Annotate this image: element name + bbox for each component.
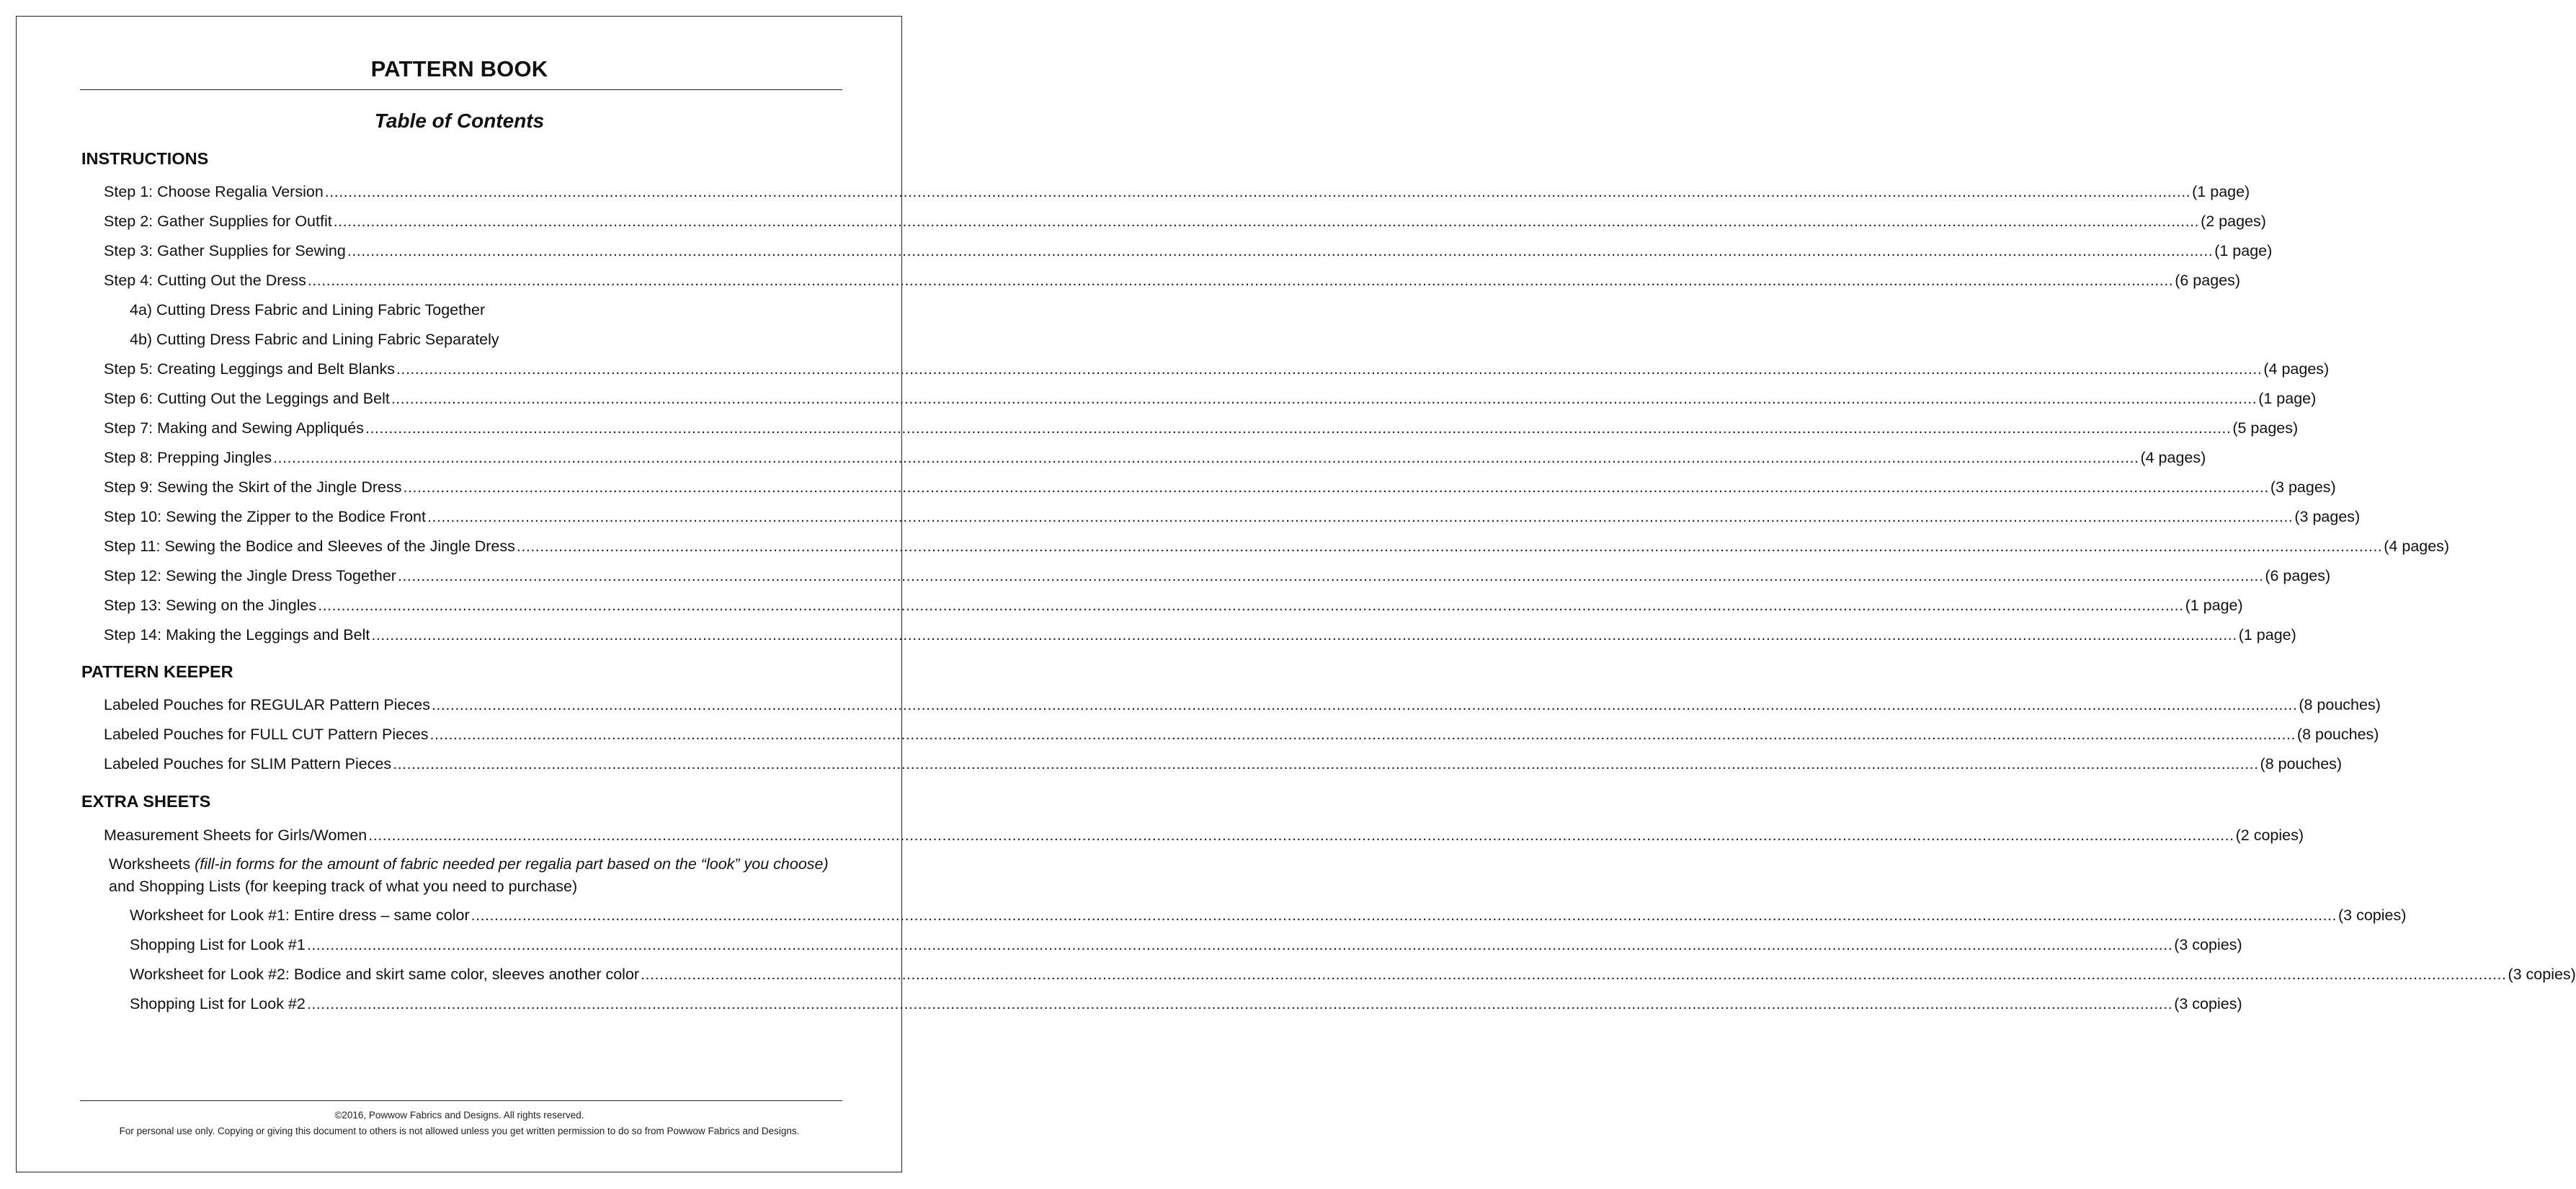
toc-entry-title: Step 14: Making the Leggings and Belt	[104, 626, 370, 644]
toc-entry-title: Step 9: Sewing the Skirt of the Jingle Dress	[104, 478, 402, 496]
toc-entry[interactable]	[104, 476, 2336, 499]
toc-entry-pages: (3 pages)	[2294, 508, 2361, 525]
toc-entry[interactable]	[104, 505, 2361, 528]
copyright-line: ©2016, Powwow Fabrics and Designs. All rights reserved.	[334, 1110, 584, 1121]
dot-leader: ................................................................................................................................................................................................................................................................................................................................................................................................................	[306, 995, 2173, 1012]
dot-leader: ................................................................................................................................................................................................................................................................................................................................................................................................................	[347, 242, 2214, 259]
toc-entry[interactable]	[130, 904, 2407, 927]
toc-entry[interactable]	[104, 387, 2317, 410]
toc-entry[interactable]	[104, 446, 2206, 469]
toc-entry[interactable]	[104, 417, 2299, 440]
toc-entry-pages: (4 pages)	[2384, 538, 2450, 555]
toc-entry-title: Measurement Sheets for Girls/Women	[104, 827, 367, 844]
dot-leader: ................................................................................................................................................................................................................................................................................................................................................................................................................	[396, 360, 2263, 378]
dot-leader: ................................................................................................................................................................................................................................................................................................................................................................................................................	[273, 449, 2139, 466]
toc-entry-pages: (3 copies)	[2337, 907, 2407, 924]
page-title: PATTERN BOOK	[370, 56, 548, 81]
toc-entry[interactable]	[104, 693, 2381, 716]
toc-entry[interactable]	[104, 723, 2379, 746]
dot-leader: ................................................................................................................................................................................................................................................................................................................................................................................................................	[471, 907, 2337, 924]
section-heading-instructions: INSTRUCTIONS	[81, 149, 209, 168]
dot-leader: ................................................................................................................................................................................................................................................................................................................................................................................................................	[403, 478, 2269, 496]
dot-leader: ................................................................................................................................................................................................................................................................................................................................................................................................................	[365, 419, 2232, 437]
toc-entry-title: Step 8: Prepping Jingles	[104, 449, 272, 466]
toc-entry-title: Worksheet for Look #1: Entire dress – same color	[130, 907, 470, 924]
worksheets-description	[109, 853, 840, 898]
toc-entry-title: Labeled Pouches for FULL CUT Pattern Pieces	[104, 726, 429, 743]
toc-entry-pages: (8 pouches)	[2296, 726, 2379, 743]
dot-leader: ................................................................................................................................................................................................................................................................................................................................................................................................................	[306, 936, 2173, 953]
dot-leader: ................................................................................................................................................................................................................................................................................................................................................................................................................	[397, 567, 2264, 584]
toc-entry-title: Step 1: Choose Regalia Version	[104, 183, 324, 200]
toc-entry[interactable]	[104, 564, 2331, 587]
dot-leader: ................................................................................................................................................................................................................................................................................................................................................................................................................	[641, 966, 2507, 983]
dot-leader: ................................................................................................................................................................................................................................................................................................................................................................................................................	[431, 696, 2298, 713]
toc-entry-pages: (4 pages)	[2140, 449, 2206, 466]
toc-entry-pages: (4 pages)	[2263, 360, 2330, 378]
toc-entry[interactable]	[104, 824, 2304, 847]
toc-entry-title: Step 7: Making and Sewing Appliqués	[104, 419, 364, 437]
toc-entry-title: Step 11: Sewing the Bodice and Sleeves of the Jingle Dress	[104, 538, 515, 555]
toc-subtitle: Table of Contents	[374, 110, 545, 132]
toc-entry-title: Step 4: Cutting Out the Dress	[104, 272, 306, 289]
toc-entry-title: Step 5: Creating Leggings and Belt Blanks	[104, 360, 395, 378]
worksheets-lead: Worksheets	[109, 855, 195, 873]
toc-entry[interactable]	[104, 623, 2296, 646]
title-divider	[80, 89, 842, 90]
dot-leader: ................................................................................................................................................................................................................................................................................................................................................................................................................	[427, 508, 2294, 525]
toc-entry-pages: (1 page)	[2185, 597, 2243, 614]
toc-entry-title: Shopping List for Look #1	[130, 936, 306, 953]
section-heading-extra-sheets: EXTRA SHEETS	[81, 792, 211, 811]
section-heading-pattern-keeper: PATTERN KEEPER	[81, 662, 233, 681]
toc-entry-pages: (5 pages)	[2232, 419, 2299, 437]
dot-leader: ................................................................................................................................................................................................................................................................................................................................................................................................................	[516, 538, 2383, 555]
toc-entry-pages: (2 copies)	[2235, 827, 2304, 844]
toc-entry-pages: (3 copies)	[2174, 995, 2242, 1012]
dot-leader: ................................................................................................................................................................................................................................................................................................................................................................................................................	[324, 183, 2191, 200]
toc-entry[interactable]	[104, 535, 2450, 558]
toc-entry-pages: (6 pages)	[2265, 567, 2331, 584]
dot-leader: ................................................................................................................................................................................................................................................................................................................................................................................................................	[429, 726, 2296, 743]
toc-entry-pages: (1 page)	[2214, 242, 2273, 259]
toc-entry-title: Step 12: Sewing the Jingle Dress Together	[104, 567, 396, 584]
footer-divider	[80, 1100, 842, 1101]
toc-entry-pages: (3 pages)	[2270, 478, 2336, 496]
dot-leader: ................................................................................................................................................................................................................................................................................................................................................................................................................	[307, 272, 2174, 289]
toc-entry-title: Worksheet for Look #2: Bodice and skirt same color, sleeves another color	[130, 966, 640, 983]
worksheets-note: (fill-in forms for the amount of fabric needed per regalia part based on the “look” you choose)	[195, 855, 829, 873]
toc-entry[interactable]	[104, 594, 2243, 617]
toc-entry[interactable]	[104, 239, 2273, 262]
dot-leader: ................................................................................................................................................................................................................................................................................................................................................................................................................	[333, 213, 2200, 230]
toc-entry-pages: (8 pouches)	[2299, 696, 2381, 713]
usage-notice: For personal use only. Copying or giving this document to others is not allowed unless you get written permission to do so from Powwow Fabrics and Designs.	[119, 1126, 800, 1136]
toc-entry-title: Step 6: Cutting Out the Leggings and Belt	[104, 390, 390, 407]
toc-entry[interactable]	[130, 933, 2242, 956]
toc-entry-pages: (1 page)	[2258, 390, 2317, 407]
toc-entry-pages: (3 copies)	[2174, 936, 2242, 953]
dot-leader: ................................................................................................................................................................................................................................................................................................................................................................................................................	[393, 755, 2259, 772]
dot-leader: ................................................................................................................................................................................................................................................................................................................................................................................................................	[371, 626, 2237, 644]
dot-leader: ................................................................................................................................................................................................................................................................................................................................................................................................................	[318, 597, 2184, 614]
toc-entry-title: Labeled Pouches for REGULAR Pattern Pieces	[104, 696, 430, 713]
toc-entry[interactable]	[104, 752, 2343, 775]
toc-entry-title: Step 13: Sewing on the Jingles	[104, 597, 317, 614]
toc-entry-pages: (1 page)	[2238, 626, 2296, 644]
dot-leader: ................................................................................................................................................................................................................................................................................................................................................................................................................	[368, 827, 2234, 844]
dot-leader: ................................................................................................................................................................................................................................................................................................................................................................................................................	[391, 390, 2258, 407]
toc-entry[interactable]	[130, 963, 2576, 986]
toc-entry[interactable]	[130, 992, 2242, 1015]
toc-entry-title: Shopping List for Look #2	[130, 995, 306, 1012]
toc-entry-pages: (2 pages)	[2201, 213, 2266, 230]
toc-subentry[interactable]: 4a) Cutting Dress Fabric and Lining Fabric Together	[130, 301, 486, 319]
toc-entry[interactable]	[104, 357, 2330, 380]
toc-entry-pages: (8 pouches)	[2260, 755, 2343, 772]
toc-entry-title: Step 2: Gather Supplies for Outfit	[104, 213, 332, 230]
worksheets-tail: and Shopping Lists (for keeping track of what you need to purchase)	[109, 878, 578, 895]
toc-entry-title: Step 10: Sewing the Zipper to the Bodice Front	[104, 508, 426, 525]
toc-entry-pages: (6 pages)	[2175, 272, 2241, 289]
toc-entry[interactable]	[104, 210, 2266, 233]
toc-entry-pages: (1 page)	[2192, 183, 2250, 200]
toc-entry[interactable]	[104, 180, 2250, 203]
toc-entry[interactable]	[104, 269, 2241, 292]
toc-entry-title: Step 3: Gather Supplies for Sewing	[104, 242, 346, 259]
toc-subentry[interactable]: 4b) Cutting Dress Fabric and Lining Fabric Separately	[130, 331, 499, 348]
toc-entry-title: Labeled Pouches for SLIM Pattern Pieces	[104, 755, 392, 772]
toc-entry-pages: (3 copies)	[2508, 966, 2576, 983]
